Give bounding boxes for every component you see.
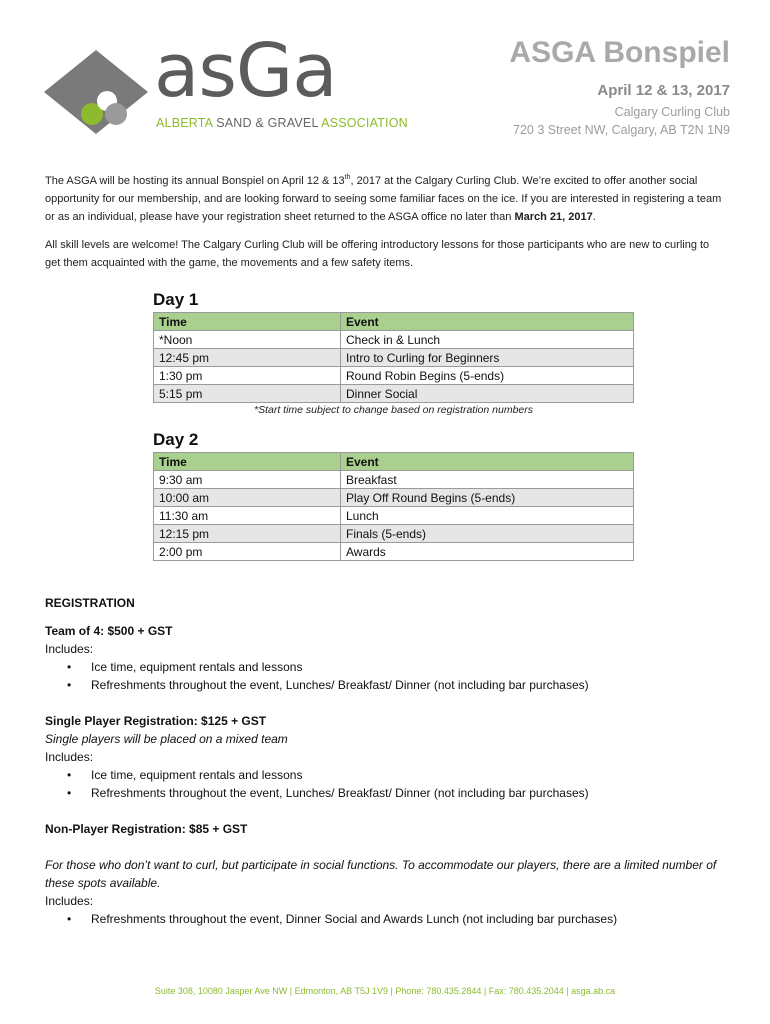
table-row: 10:00 am Play Off Round Begins (5-ends)	[154, 489, 634, 507]
registration-deadline: March 21, 2017	[514, 211, 593, 223]
list-item: • Refreshments throughout the event, Lunches/ Breakfast/ Dinner (not including bar purchases)	[67, 676, 735, 694]
logo-diamond-icon	[44, 44, 164, 134]
nonplayer-registration-note: For those who don’t want to curl, but participate in social functions. To accommodate our players, there are a limited number of these spots available.	[45, 858, 717, 890]
intro-paragraph-1: The ASGA will be hosting its annual Bonspiel on April 12 & 13th, 2017 at the Calgary Curling Club. We’re excited to offer another social opportunity for our membership, and are looking forward to seeing some familiar faces on the ice. If you are interested in registering a team or as an individual, please have your registration sheet returned to the ASGA office no later than March 21, 2017.	[45, 174, 722, 223]
team-registration-title: Team of 4: $500 + GST	[45, 624, 173, 638]
table-row: 12:45 pm Intro to Curling for Beginners	[154, 349, 634, 367]
table-row: 11:30 am Lunch	[154, 507, 634, 525]
table-row: 9:30 am Breakfast	[154, 471, 634, 489]
nonplayer-includes-list	[67, 910, 735, 928]
team-includes-label: Includes:	[45, 642, 94, 656]
table-row: 2:00 pm Awards	[154, 543, 634, 561]
table-row: *Noon Check in & Lunch	[154, 331, 634, 349]
single-includes-list	[67, 766, 735, 802]
logo-wordmark: asGa	[154, 28, 337, 114]
team-includes-list	[67, 658, 735, 694]
table-header-time: Time	[154, 313, 341, 331]
day2-schedule-table	[153, 452, 634, 561]
day2-title: Day 2	[153, 430, 199, 449]
intro-paragraph-2: All skill levels are welcome! The Calgary Curling Club will be offering introductory lessons for those participants who are new to curling to get them acquainted with the game, the movements and a few safety items.	[45, 239, 710, 269]
asga-logo	[44, 28, 408, 134]
table-header-event: Event	[341, 453, 634, 471]
logo-tagline: ALBERTA SAND & GRAVEL ASSOCIATION	[156, 116, 408, 130]
schedule-note: *Start time subject to change based on registration numbers	[254, 404, 533, 416]
table-row: 1:30 pm Round Robin Begins (5-ends)	[154, 367, 634, 385]
page-title: ASGA Bonspiel	[509, 36, 730, 69]
table-row: 5:15 pm Dinner Social	[154, 385, 634, 403]
day1-title: Day 1	[153, 290, 199, 309]
event-header	[509, 36, 730, 137]
table-header-time: Time	[154, 453, 341, 471]
event-venue: Calgary Curling Club	[614, 105, 730, 119]
list-item: • Refreshments throughout the event, Dinner Social and Awards Lunch (not including bar purchases)	[67, 910, 735, 928]
list-item: • Ice time, equipment rentals and lessons	[67, 658, 735, 676]
event-date: April 12 & 13, 2017	[597, 82, 730, 99]
day1-schedule-table	[153, 312, 634, 403]
registration-heading: REGISTRATION	[45, 596, 135, 610]
single-registration-title: Single Player Registration: $125 + GST	[45, 714, 267, 728]
registration-section	[45, 594, 735, 928]
table-header-event: Event	[341, 313, 634, 331]
event-address: 720 3 Street NW, Calgary, AB T2N 1N9	[513, 123, 730, 137]
single-includes-label: Includes:	[45, 750, 94, 764]
list-item: • Ice time, equipment rentals and lessons	[67, 766, 735, 784]
list-item: • Refreshments throughout the event, Lunches/ Breakfast/ Dinner (not including bar purchases)	[67, 784, 735, 802]
page-footer: Suite 308, 10080 Jasper Ave NW | Edmonton, AB T5J 1V9 | Phone: 780.435.2844 | Fax: 780.435.2044 | asga.ab.ca	[154, 986, 616, 996]
nonplayer-registration-title: Non-Player Registration: $85 + GST	[45, 822, 248, 836]
single-registration-note: Single players will be placed on a mixed team	[45, 732, 288, 746]
intro-text	[45, 172, 725, 272]
nonplayer-includes-label: Includes:	[45, 894, 94, 908]
table-row: 12:15 pm Finals (5-ends)	[154, 525, 634, 543]
